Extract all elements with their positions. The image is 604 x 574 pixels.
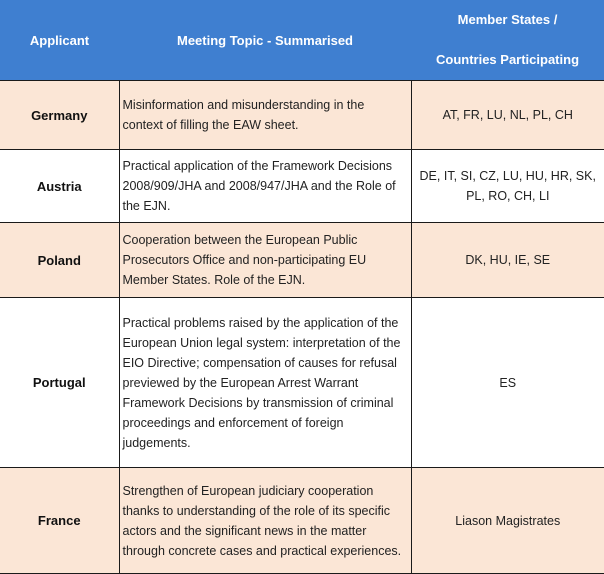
members-cell: DE, IT, SI, CZ, LU, HU, HR, SK, PL, RO, CH, LI — [411, 150, 604, 223]
topic-cell: Strengthen of European judiciary cooperation thanks to understanding of the role of its specific actors and the significant news in the matter through concrete cases and practical experiences. — [119, 468, 411, 574]
members-cell: Liason Magistrates — [411, 468, 604, 574]
members-cell: AT, FR, LU, NL, PL, CH — [411, 81, 604, 150]
applicant-cell: Austria — [0, 150, 119, 223]
applicant-cell: Poland — [0, 223, 119, 298]
header-members-line2: Countries Participating — [435, 52, 580, 67]
applicant-cell: Germany — [0, 81, 119, 150]
topic-cell: Misinformation and misunderstanding in the context of filling the EAW sheet. — [119, 81, 411, 150]
table-row — [0, 81, 604, 150]
header-topic: Meeting Topic - Summarised — [176, 32, 353, 48]
table-row — [0, 223, 604, 298]
members-cell: ES — [411, 298, 604, 468]
topic-cell: Cooperation between the European Public Prosecutors Office and non-participating EU Member States. Role of the EJN. — [119, 223, 411, 298]
applicant-cell: France — [0, 468, 119, 574]
table-row — [0, 468, 604, 574]
topic-cell: Practical application of the Framework Decisions 2008/909/JHA and 2008/947/JHA and the Role of the EJN. — [119, 150, 411, 223]
table-row — [0, 150, 604, 223]
header-applicant: Applicant — [29, 32, 90, 48]
table-row — [0, 298, 604, 468]
applicant-cell: Portugal — [0, 298, 119, 468]
header-members — [411, 0, 604, 81]
header-members-line1: Member States / — [457, 12, 558, 27]
topic-cell: Practical problems raised by the application of the European Union legal system: interpretation of the EIO Directive; compensation of causes for refusal previewed by the European Arrest Warrant Framework Decisions by transmission of criminal proceedings and enforcement of foreign judgements. — [119, 298, 411, 468]
header-row — [0, 0, 604, 81]
members-cell: DK, HU, IE, SE — [411, 223, 604, 298]
